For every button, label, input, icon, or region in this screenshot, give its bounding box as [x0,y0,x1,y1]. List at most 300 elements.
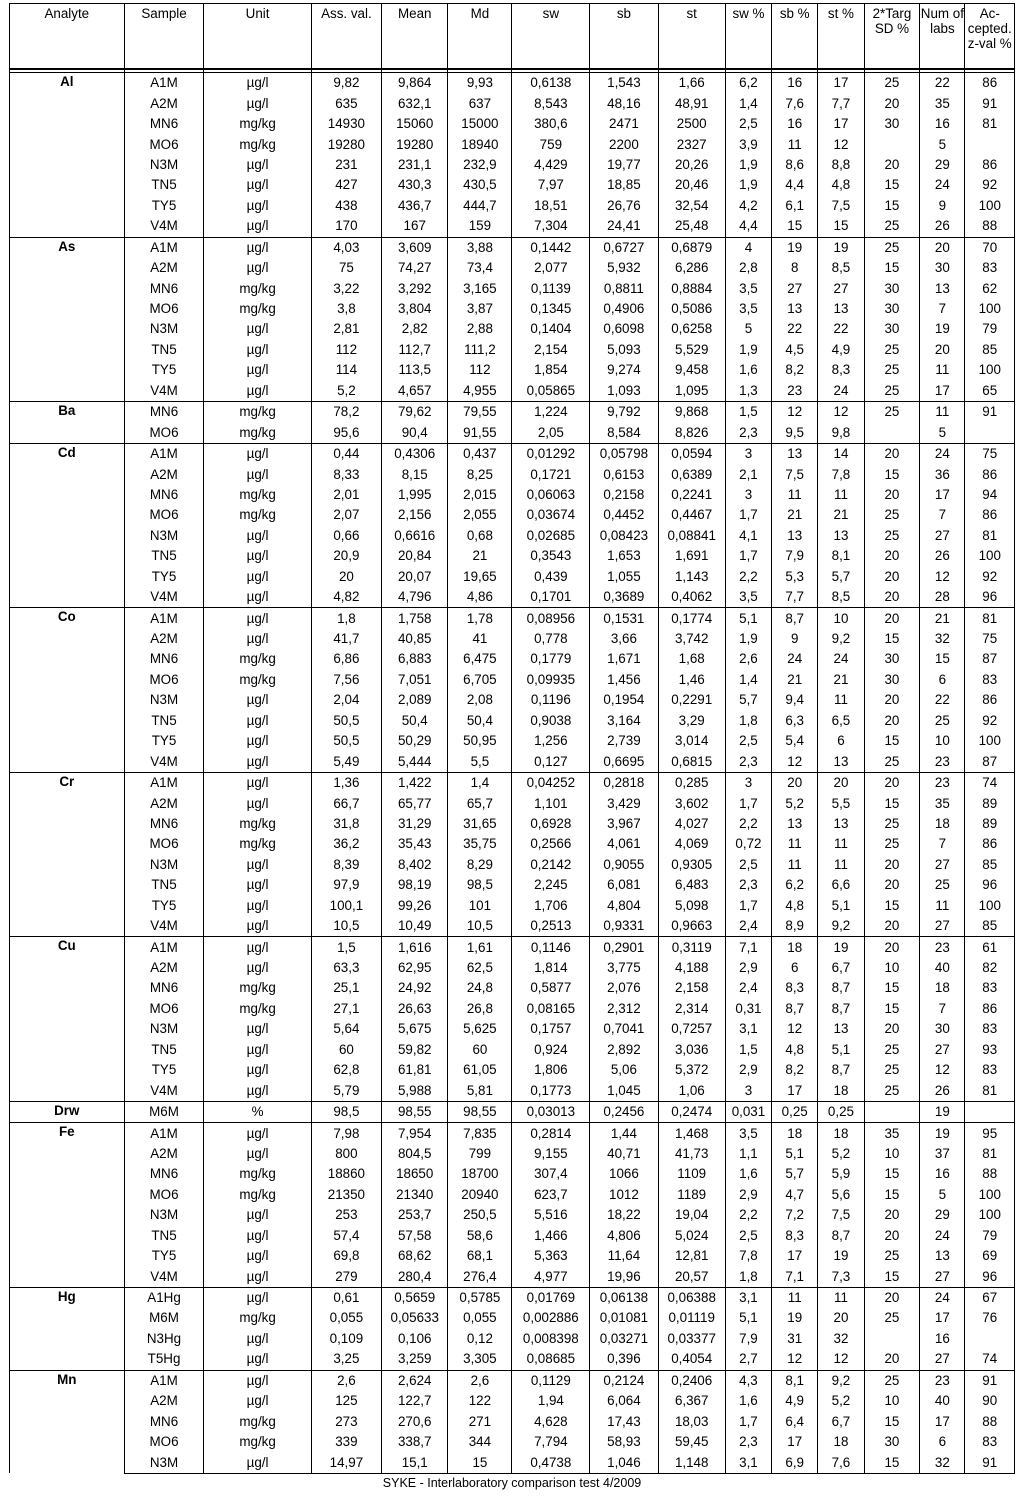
col-header-st: st [658,4,725,70]
table-cell: 92 [965,175,1015,195]
table-cell: 10,49 [382,916,448,937]
table-cell: 1,806 [512,1060,590,1080]
table-cell: 18650 [382,1164,448,1184]
results-table-container [9,3,1015,1474]
table-cell: 7,8 [818,464,864,484]
table-cell: 0,2901 [590,937,658,958]
table-cell: 6,883 [382,649,448,669]
table-cell: 13 [818,526,864,546]
table-cell: 2,055 [448,505,512,525]
table-cell: V4M [124,751,204,772]
table-cell: TY5 [124,1246,204,1266]
table-cell: µg/l [204,196,311,216]
table-cell: 27 [920,1266,965,1287]
table-cell: 0,778 [512,629,590,649]
table-cell: 159 [448,216,512,237]
table-cell: 24,92 [382,978,448,998]
table-cell: 96 [965,587,1015,608]
table-cell: 91 [965,1452,1015,1473]
table-cell: 11 [920,402,965,423]
table-cell: 11 [818,834,864,854]
table-cell: 50,29 [382,731,448,751]
table-cell: 0,12 [448,1329,512,1349]
table-cell: 18 [920,978,965,998]
table-cell: 57,58 [382,1226,448,1246]
table-cell: 11 [772,1287,818,1308]
table-row [10,340,1015,360]
table-cell: 0,1773 [512,1080,590,1101]
table-cell: 67 [965,1287,1015,1308]
table-cell: 21 [818,505,864,525]
table-cell: 0,6389 [658,464,725,484]
table-cell: 7,1 [772,1266,818,1287]
table-cell: TY5 [124,196,204,216]
table-cell: 10,5 [448,916,512,937]
table-cell: 112 [311,340,381,360]
table-cell: 5,1 [725,1308,771,1328]
table-cell: mg/kg [204,402,311,423]
table-cell: MO6 [124,505,204,525]
table-cell: 25 [864,360,920,380]
table-cell: 10,5 [311,916,381,937]
table-cell: N3M [124,855,204,875]
col-header-unit: Unit [204,4,311,70]
table-cell: 635 [311,93,381,113]
table-cell: 83 [965,1432,1015,1452]
table-cell: 10 [864,1144,920,1164]
table-cell: 9,8 [818,422,864,443]
table-cell: 2,154 [512,340,590,360]
table-cell: 20,26 [658,155,725,175]
table-cell: 1109 [658,1164,725,1184]
table-cell: 8,584 [590,422,658,443]
table-cell: mg/kg [204,1308,311,1328]
table-cell: N3M [124,319,204,339]
table-cell: 7,954 [382,1123,448,1144]
table-cell: 0,2241 [658,485,725,505]
table-cell: 48,16 [590,93,658,113]
table-cell: 8 [772,258,818,278]
table-row [10,1411,1015,1431]
table-cell: 6,1 [772,196,818,216]
table-cell: 15 [864,896,920,916]
table-cell: 20 [818,772,864,793]
table-row [10,711,1015,731]
table-cell: 19 [920,319,965,339]
table-cell: 17 [920,1411,965,1431]
table-cell: 444,7 [448,196,512,216]
table-cell: 79,62 [382,402,448,423]
table-cell: µg/l [204,1144,311,1164]
table-cell: 0,2513 [512,916,590,937]
table-cell: 2,077 [512,258,590,278]
table-cell: 8,3 [772,1226,818,1246]
table-cell: 2,2 [725,814,771,834]
table-cell: 2,156 [382,505,448,525]
table-cell: 0,31 [725,999,771,1019]
table-cell: 4,429 [512,155,590,175]
table-cell: 8,5 [818,587,864,608]
table-cell: 7,97 [512,175,590,195]
table-cell: 231,1 [382,155,448,175]
table-cell: 50,4 [448,711,512,731]
table-row [10,114,1015,134]
table-cell: MO6 [124,1185,204,1205]
col-header-assigned-value: Ass. val. [311,4,381,70]
table-cell: 4,188 [658,958,725,978]
table-cell: 95,6 [311,422,381,443]
table-cell: 14930 [311,114,381,134]
table-cell: 0,396 [590,1349,658,1370]
table-cell: 6 [772,958,818,978]
table-cell: 7,7 [772,587,818,608]
table-cell: 7 [920,999,965,1019]
table-cell: 27 [818,278,864,298]
table-cell: 20,9 [311,546,381,566]
table-cell: 26 [920,1080,965,1101]
table-cell: 0,01292 [512,443,590,464]
table-cell: 1,148 [658,1452,725,1473]
table-row [10,916,1015,937]
table-cell: 0,2566 [512,834,590,854]
table-cell: 125 [311,1391,381,1411]
table-row [10,958,1015,978]
table-cell: 20 [864,711,920,731]
table-cell: 19,96 [590,1266,658,1287]
table-row [10,237,1015,258]
table-cell: MN6 [124,814,204,834]
table-cell: 25 [864,1040,920,1060]
table-cell: TN5 [124,711,204,731]
table-cell: 35 [920,793,965,813]
page-footer: SYKE - Interlaboratory comparison test 4/2009 [382,1476,642,1490]
table-cell: 24 [920,443,965,464]
table-cell: 5,49 [311,751,381,772]
table-cell: 7,9 [772,546,818,566]
table-cell: 0,1721 [512,464,590,484]
table-cell: 0,05865 [512,381,590,402]
table-row [10,896,1015,916]
table-cell: µg/l [204,1060,311,1080]
table-cell: 25 [864,834,920,854]
table-cell: A2M [124,629,204,649]
table-cell: 20 [864,443,920,464]
table-cell: TY5 [124,896,204,916]
table-cell: 30 [864,1432,920,1452]
table-cell: 15 [864,731,920,751]
table-cell: 2,9 [725,958,771,978]
table-cell: 0,01119 [658,1308,725,1328]
table-cell: 1,256 [512,731,590,751]
table-cell: 0,1954 [590,690,658,710]
table-cell: 1,995 [382,485,448,505]
table-cell: TY5 [124,567,204,587]
table-cell: 8,33 [311,464,381,484]
table-cell: 3,29 [658,711,725,731]
table-cell: 61 [965,937,1015,958]
table-cell: 3,602 [658,793,725,813]
table-cell: µg/l [204,937,311,958]
table-cell: 3 [725,772,771,793]
table-cell: 7,5 [818,196,864,216]
table-row [10,1308,1015,1328]
table-cell: 24,8 [448,978,512,998]
table-cell: 6 [818,731,864,751]
table-cell: 1,046 [590,1452,658,1473]
table-cell: 1,616 [382,937,448,958]
table-cell: 0,2818 [590,772,658,793]
table-cell: 2,624 [382,1370,448,1391]
table-cell: 3,305 [448,1349,512,1370]
table-cell: 4,82 [311,587,381,608]
table-cell: 81 [965,608,1015,629]
table-cell: 3,5 [725,299,771,319]
table-cell: 112,7 [382,340,448,360]
table-cell: 32,54 [658,196,725,216]
table-row [10,299,1015,319]
table-cell: M6M [124,1308,204,1328]
table-cell: 19280 [382,134,448,154]
table-cell: µg/l [204,608,311,629]
table-cell: 2,4 [725,978,771,998]
table-cell: 9 [920,196,965,216]
table-cell: 70 [965,237,1015,258]
table-cell: 22 [818,319,864,339]
table-cell: 15 [864,978,920,998]
col-header-sb-percent: sb % [772,4,818,70]
table-cell: N3M [124,1452,204,1473]
table-row [10,319,1015,339]
table-row [10,937,1015,958]
table-cell: 19 [772,237,818,258]
table-cell: 78,2 [311,402,381,423]
table-cell: 35 [864,1123,920,1144]
table-cell: 15 [448,1452,512,1473]
table-cell: 3,66 [590,629,658,649]
table-cell: 27 [920,1349,965,1370]
table-cell: µg/l [204,93,311,113]
table-row [10,999,1015,1019]
table-cell: 40 [920,958,965,978]
table-cell: 13 [772,443,818,464]
table-cell: N3M [124,155,204,175]
table-cell: 5,372 [658,1060,725,1080]
table-cell: 1,814 [512,958,590,978]
table-cell: 82 [965,958,1015,978]
table-cell: 0,03271 [590,1329,658,1349]
table-row [10,1080,1015,1101]
table-cell: µg/l [204,258,311,278]
table-cell: 7,56 [311,670,381,690]
table-cell: 270,6 [382,1411,448,1431]
table-cell: 25,48 [658,216,725,237]
table-cell: 83 [965,670,1015,690]
table-cell: mg/kg [204,1411,311,1431]
table-cell: 50,95 [448,731,512,751]
analyte-group [10,402,1015,444]
table-cell: TY5 [124,360,204,380]
table-cell: 800 [311,1144,381,1164]
table-cell: 253 [311,1205,381,1225]
table-cell: µg/l [204,855,311,875]
table-cell: 6,4 [772,1411,818,1431]
table-cell: 15,1 [382,1452,448,1473]
table-cell: 11 [818,1287,864,1308]
table-cell: 5,9 [818,1164,864,1184]
table-cell: 3,036 [658,1040,725,1060]
table-cell: µg/l [204,711,311,731]
table-cell: 91 [965,93,1015,113]
table-cell: mg/kg [204,299,311,319]
table-cell: 20 [772,772,818,793]
table-cell: 2,3 [725,1432,771,1452]
table-cell: 20 [864,567,920,587]
analyte-cell: Cd [10,443,125,608]
table-cell: MO6 [124,422,204,443]
table-row [10,93,1015,113]
table-cell: 5,5 [818,793,864,813]
table-cell: 25 [864,505,920,525]
table-cell: 62,5 [448,958,512,978]
table-cell: mg/kg [204,114,311,134]
table-cell: 0,2814 [512,1123,590,1144]
table-cell: 6,2 [772,875,818,895]
table-cell: 11,64 [590,1246,658,1266]
table-row [10,1391,1015,1411]
table-cell: 0,06388 [658,1287,725,1308]
table-cell: 10 [864,958,920,978]
table-row [10,608,1015,629]
table-cell: 3,88 [448,237,512,258]
table-cell: 0,2124 [590,1370,658,1391]
table-cell: 0,2291 [658,690,725,710]
table-cell: 0,1129 [512,1370,590,1391]
table-cell: 20 [864,1019,920,1039]
analyte-cell: Cr [10,772,125,937]
table-cell: 0,1404 [512,319,590,339]
table-cell: 8,7 [818,1060,864,1080]
table-cell: 2,4 [725,916,771,937]
table-cell: MN6 [124,278,204,298]
table-cell: µg/l [204,340,311,360]
table-cell: 0,72 [725,834,771,854]
table-cell: 12 [920,567,965,587]
table-cell: 4,8 [818,175,864,195]
analyte-cell: Mn [10,1370,125,1473]
table-cell: 23 [920,751,965,772]
table-cell: 9,2 [818,916,864,937]
table-cell: A2M [124,958,204,978]
table-cell: 12 [818,1349,864,1370]
table-cell: MN6 [124,114,204,134]
table-cell: 36 [920,464,965,484]
table-cell: 5,675 [382,1019,448,1039]
table-cell: 0,1146 [512,937,590,958]
table-cell: µg/l [204,443,311,464]
table-cell: 0,5877 [512,978,590,998]
table-cell: mg/kg [204,505,311,525]
table-cell: 8,6 [772,155,818,175]
table-cell: 6,9 [772,1452,818,1473]
table-cell: 10 [818,608,864,629]
table-row [10,978,1015,998]
table-cell: T5Hg [124,1349,204,1370]
table-cell: 1,466 [512,1226,590,1246]
table-cell: 9,82 [311,73,381,94]
table-cell: 5,2 [818,1391,864,1411]
table-row [10,381,1015,402]
table-cell: 7,2 [772,1205,818,1225]
table-cell: µg/l [204,73,311,94]
table-cell: 7,794 [512,1432,590,1452]
table-cell: 21 [818,670,864,690]
table-cell: 18,51 [512,196,590,216]
table-cell: 83 [965,978,1015,998]
table-cell: 75 [311,258,381,278]
table-cell: 2,312 [590,999,658,1019]
table-cell: 5,529 [658,340,725,360]
table-cell: 0,02685 [512,526,590,546]
table-cell: 30 [864,278,920,298]
table-cell: 4,806 [590,1226,658,1246]
table-cell: 92 [965,567,1015,587]
table-cell: 4,8 [772,1040,818,1060]
table-cell: 13 [772,299,818,319]
table-cell: 17 [920,381,965,402]
table-row [10,751,1015,772]
table-cell: 25 [864,1060,920,1080]
table-cell: 430,3 [382,175,448,195]
table-cell: 4,027 [658,814,725,834]
table-cell: 41,7 [311,629,381,649]
table-cell: 0,6258 [658,319,725,339]
table-cell: 0,6928 [512,814,590,834]
table-cell: A2M [124,258,204,278]
table-cell: 4,1 [725,526,771,546]
table-cell: 23 [772,381,818,402]
table-row [10,1349,1015,1370]
table-cell: 438 [311,196,381,216]
table-cell: 170 [311,216,381,237]
table-cell: 100 [965,1205,1015,1225]
table-cell: 7,051 [382,670,448,690]
table-cell: 12 [818,134,864,154]
table-cell: 40,71 [590,1144,658,1164]
table-row [10,1144,1015,1164]
table-cell: 1,543 [590,73,658,94]
table-cell: 25 [920,711,965,731]
table-cell: 19 [920,1101,965,1122]
table-cell: mg/kg [204,1185,311,1205]
table-cell: 86 [965,999,1015,1019]
table-cell: MN6 [124,402,204,423]
table-cell: µg/l [204,1329,311,1349]
table-cell: 4,977 [512,1266,590,1287]
table-cell: 13 [818,751,864,772]
table-cell: 24 [772,649,818,669]
table-cell: TN5 [124,875,204,895]
table-cell: 2,01 [311,485,381,505]
table-row [10,546,1015,566]
table-cell: 23 [920,937,965,958]
table-cell: 3,165 [448,278,512,298]
table-cell: 20 [864,1287,920,1308]
table-cell: 12 [772,1019,818,1039]
table-cell: 623,7 [512,1185,590,1205]
table-cell: 113,5 [382,360,448,380]
table-cell: 15 [864,258,920,278]
table-cell: 12 [772,402,818,423]
